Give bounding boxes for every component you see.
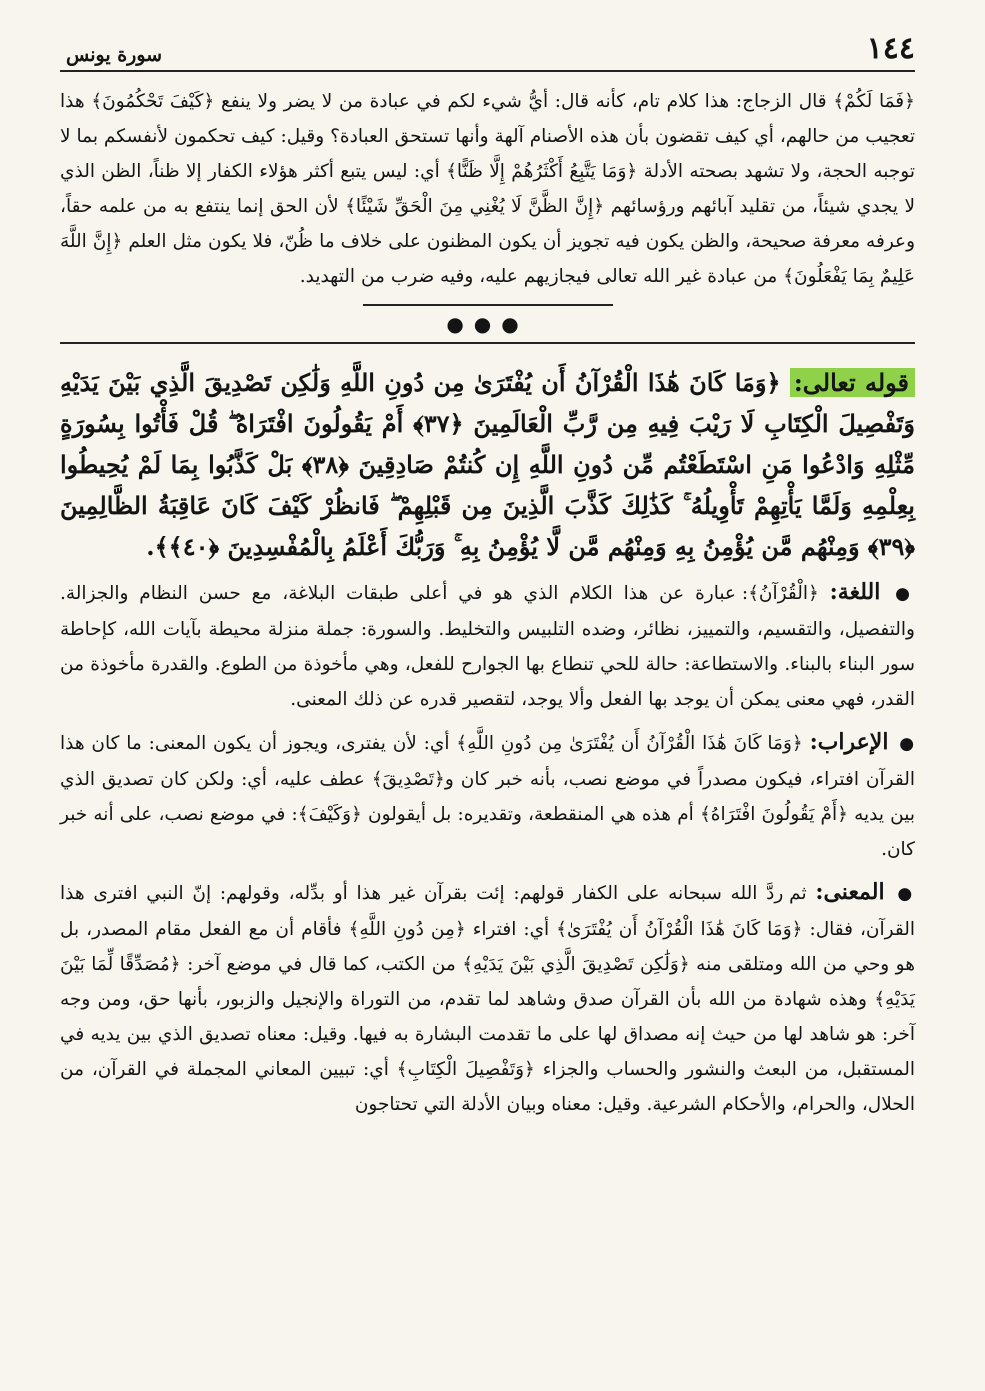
bullet-icon: ● <box>895 584 915 604</box>
section-label: المعنى: <box>815 879 885 905</box>
separator-dots: ●●● <box>446 312 529 336</box>
section-text: ثم ردَّ الله سبحانه على الكفار قولهم: إئت بقرآن غير هذا أو بدِّله، وقولهم: إنّ النبي افترى هذا القرآن، فقال: ﴿وَمَا كَانَ هَٰذَا الْقُرْآنُ أَن يُفْتَرَىٰ﴾ أي: افتراء ﴿مِن دُونِ اللَّهِ﴾ فأقام أن مع الفعل مقام المصدر، بل هو وحي من الله ومتلقى منه ﴿وَلَٰكِن تَصْدِيقَ الَّذِي بَيْنَ يَدَيْهِ﴾ من الكتب، كما قال في موضع آخر: ﴿مُصَدِّقًا لِّمَا بَيْنَ يَدَيْهِ﴾ وهذه شهادة من الله بأن القرآن صدق وشاهد لما تقدم، من التوراة والإنجيل والزبور، بأنها حق، ومن وجه آخر: هو شاهد لها من حيث إنه مصداق لها على ما تقدمت البشارة به فيها. وقيل: معناه تصديق الذي بين يديه في المستقبل، من البعث والنشور والحساب والجزاء ﴿وَتَفْصِيلَ الْكِتَابِ﴾ أي: تبيين المعاني المجملة في القرآن، من الحلال، والحرام، والأحكام الشرعية. وقيل: معناه وبيان الأدلة التي تحتاجون <box>60 883 915 1115</box>
section-lugha <box>60 575 915 717</box>
intro-paragraph: ﴿فَمَا لَكُمْ﴾ قال الزجاج: هذا كلام تام، كأنه قال: أيُّ شيء لكم في عبادة من لا يضر ولا ينفع ﴿كَيْفَ تَحْكُمُونَ﴾ هذا تعجيب من حالهم، أي كيف تقضون بأن هذه الأصنام آلهة وأنها تستحق العبادة؟ وقيل: كيف تحكمون لأنفسكم بما لا توجبه الحجة، ولا تشهد بصحته الأدلة ﴿وَمَا يَتَّبِعُ أَكْثَرُهُمْ إِلَّا ظَنًّا﴾ أي: ليس يتبع أكثر هؤلاء الكفار إلا ظناً، الظن الذي لا يجدي شيئاً، من تقليد آبائهم ورؤسائهم ﴿إِنَّ الظَّنَّ لَا يُغْنِي مِنَ الْحَقِّ شَيْئًا﴾ لأن الحق إنما ينتفع به من علمه حقاً، وعرفه معرفة صحيحة، والظن يكون فيه تجويز أن يكون المظنون على خلاف ما ظُنّ، فلا يكون مثل العلم ﴿إِنَّ اللَّهَ عَلِيمٌ بِمَا يَفْعَلُونَ﴾ من عبادة غير الله تعالى فيجازيهم عليه، وفيه ضرب من التهديد. <box>60 91 915 287</box>
short-divider <box>363 304 613 306</box>
verse-text: ﴿وَمَا كَانَ هَٰذَا الْقُرْآنُ أَن يُفْتَرَىٰ مِن دُونِ اللَّهِ وَلَٰكِن تَصْدِيقَ الَّذِي بَيْنَ يَدَيْهِ وَتَفْصِيلَ الْكِتَابِ لَا رَيْبَ فِيهِ مِن رَّبِّ الْعَالَمِينَ ﴿٣٧﴾ أَمْ يَقُولُونَ افْتَرَاهُ ۖ قُلْ فَأْتُوا بِسُورَةٍ مِّثْلِهِ وَادْعُوا مَنِ اسْتَطَعْتُم مِّن دُونِ اللَّهِ إِن كُنتُمْ صَادِقِينَ ﴿٣٨﴾ بَلْ كَذَّبُوا بِمَا لَمْ يُحِيطُوا بِعِلْمِهِ وَلَمَّا يَأْتِهِمْ تَأْوِيلُهُ ۚ كَذَٰلِكَ كَذَّبَ الَّذِينَ مِن قَبْلِهِمْ ۖ فَانظُرْ كَيْفَ كَانَ عَاقِبَةُ الظَّالِمِينَ ﴿٣٩﴾ وَمِنْهُم مَّن يُؤْمِنُ بِهِ وَمِنْهُم مَّن لَّا يُؤْمِنُ بِهِ ۚ وَرَبُّكَ أَعْلَمُ بِالْمُفْسِدِينَ ﴿٤٠﴾﴾. <box>60 368 916 561</box>
surah-title: سورة يونس <box>66 44 163 66</box>
verse-block <box>60 362 915 567</box>
running-head <box>60 22 915 72</box>
section-label: اللغة: <box>829 579 881 605</box>
section-label: الإعراب: <box>809 729 889 755</box>
section-text: ﴿الْقُرْآنُ﴾: عبارة عن هذا الكلام الذي هو في أعلى طبقات البلاغة، مع حسن النظام والجزالة. والتفصيل، والتقسيم، والتمييز، نظائر، وضده التلبيس والتخليط. والسورة: جملة منزلة محيطة بآيات الله، كإحاطة سور البناء بالبناء. والاستطاعة: حالة للحي تنطاع بها الجوارح للفعل، وهي مأخوذة من الطوع. والقدرة مأخوذة من القدر، فهي معنى يمكن أن يوجد بها الفعل وألا يوجد، لتقصير قدره عن ذلك المعنى. <box>60 583 915 710</box>
verse-label: قوله تعالى: <box>790 368 915 397</box>
bullet-icon: ● <box>897 884 916 904</box>
section-irab <box>60 725 915 867</box>
bullet-icon: ● <box>899 734 916 754</box>
section-divider <box>60 342 915 344</box>
section-text: ﴿وَمَا كَانَ هَٰذَا الْقُرْآنُ أَن يُفْتَرَىٰ مِن دُونِ اللَّهِ﴾ أي: لأن يفترى، ويجوز أن يكون المعنى: ما كان هذا القرآن افتراء، فيكون مصدراً في موضع نصب، بأنه خبر كان و﴿تَصْدِيقَ﴾ عطف عليه، أي: ولكن كان تصديق الذي بين يديه ﴿أَمْ يَقُولُونَ افْتَرَاهُ﴾ أم هذه هي المنقطعة، وتقديره: بل أيقولون ﴿وَكَيْفَ﴾: في موضع نصب، على أنه خبر كان. <box>60 733 915 860</box>
page-number: ١٤٤ <box>866 31 915 66</box>
section-mana <box>60 875 915 1122</box>
